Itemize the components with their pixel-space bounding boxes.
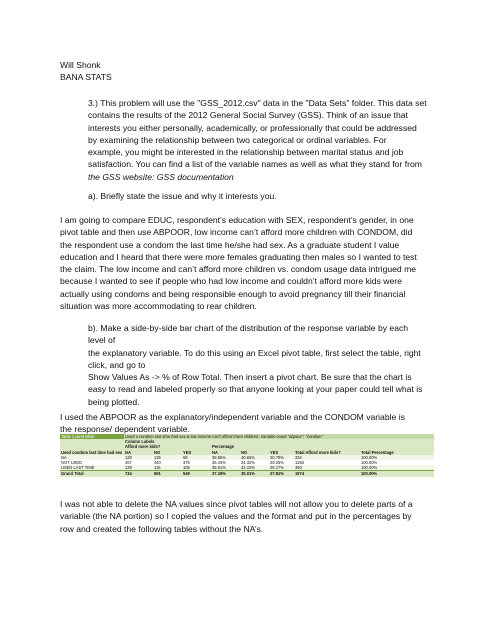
part-b-line: Show Values As -> % of Row Total. Then insert a pivot chart. Be sure that the chart is: [88, 372, 412, 383]
table-cell: 37.18%: [211, 471, 240, 477]
question-3-line: example, you might be interested in the relationship between marital status and job: [88, 147, 404, 158]
table-cell: 1974: [294, 471, 360, 477]
question-3-line: satisfaction. You can find a list of the variable names as well as what they stand for from: [88, 159, 422, 170]
pivot-header-cell: NA: [124, 450, 153, 455]
table-cell: 38.55%: [211, 455, 240, 460]
answer-a-line: situation was more accommodating to rear children.: [60, 301, 257, 312]
pivot-afford-label: Afford more kids?: [124, 444, 211, 449]
after-table-paragraph: [60, 498, 460, 535]
table-cell: 440: [153, 460, 182, 465]
pivot-header-cell: Used condom last time had sex: [61, 449, 123, 455]
answer-a-line: I am going to compare EDUC, respondent’s education with SEX, respondent’s gender, in one: [60, 215, 414, 225]
part-b-line: being plotted.: [88, 396, 140, 407]
gss-documentation-line: the GSS website: GSS documentation: [88, 171, 234, 182]
part-b-line: click, and go to: [88, 359, 146, 370]
table-cell: 549: [182, 471, 211, 477]
pivot-description: Used a condom last time had sex & low income can't afford more children: Variable count "abpoor", "condom": [124, 434, 434, 439]
table-cell: 128: [124, 455, 153, 460]
answer-a-line: the claim. The low income and can’t afford more children vs. condom usage data intrigued me: [60, 264, 417, 275]
table-cell: 38.61%: [211, 465, 240, 471]
answer-a-line: the respondent use a condom the last time he/she had sex. As a graduate student I value: [60, 239, 400, 250]
table-cell: NA: [60, 455, 124, 460]
question-3-line: by examining the relationship between two categorical or ordinal variables. For: [88, 134, 387, 145]
pivot-header-cell: NA: [211, 450, 240, 455]
table-cell: 100.00%: [360, 471, 434, 477]
pivot-header-cell: NO: [240, 450, 269, 455]
part-b-line: the explanatory variable. To do this using an Excel pivot table, first select the table, right: [88, 347, 421, 358]
after-table-line: row and created the following tables without the NA’s.: [60, 523, 264, 534]
answer-a-line: actually using condoms and being responsible enough to avoid pregnancy till their financial: [60, 288, 406, 299]
question-3-line: 3.) This problem will use the "GSS_2012.csv" data in the "Data Sets" folder. This data set: [88, 98, 427, 108]
table-cell: 29.25%: [269, 460, 294, 465]
part-b-line: easy to read and labeled properly so that anyone looking at your paper could tell what is: [88, 384, 423, 395]
table-cell: 691: [153, 471, 182, 477]
pivot-header-cell: Total Afford more kids?: [294, 450, 360, 455]
answer-a: [60, 214, 460, 312]
pivot-column-labels: Column Labels: [124, 439, 434, 444]
table-cell: 36.43%: [211, 460, 240, 465]
table-cell: 100.00%: [360, 455, 434, 460]
table-cell: 32.22%: [240, 465, 269, 471]
part-b-line: b). Make a side-by-side bar chart of the distribution of the response variable by each: [88, 323, 409, 333]
question-3-line: interests you either personally, academically, or professionally that could be addressed: [88, 122, 417, 133]
after-table-line: variable (the NA portion) so I copied the values and the format and put in the percentages by: [60, 511, 412, 522]
table-cell: 34.32%: [240, 460, 269, 465]
part-b-line: level of: [88, 335, 116, 346]
question-3: [88, 97, 468, 183]
table-cell: NOT USED: [60, 460, 124, 465]
pivot-title: Table 1 pivot table:: [60, 434, 124, 439]
pivot-header-cell: Total Percentage: [360, 450, 434, 455]
answer-b-line: the response/ dependent variable.: [60, 424, 190, 435]
table-cell: 139: [124, 465, 153, 471]
table-cell: USED LAST TIME: [60, 465, 124, 471]
table-cell: 40.66%: [240, 455, 269, 460]
table-cell: 69: [182, 455, 211, 460]
pivot-header-cell: YES: [182, 450, 211, 455]
answer-a-line: education and I heard that there were more females graduating then males so I wanted to test: [60, 251, 417, 262]
grand-total-row: [60, 471, 434, 477]
pivot-table: [60, 434, 434, 497]
part-a-prompt: a). Briefly state the issue and why it interests you.: [88, 191, 277, 201]
table-cell: 105: [182, 465, 211, 471]
table-cell: 20.78%: [269, 455, 294, 460]
answer-a-line: because I wanted to see if people who had low income and couldn’t afford more kids were: [60, 276, 402, 287]
answer-b: [60, 411, 460, 436]
answer-a-line: pivot table and then use ABPOOR, low income can’t afford more children with CONDOM, did: [60, 227, 413, 238]
table-cell: 100.00%: [360, 465, 434, 471]
part-b-prompt: [88, 322, 468, 408]
table-cell: 35.01%: [240, 471, 269, 477]
table-cell: 27.81%: [269, 471, 294, 477]
table-cell: 467: [124, 460, 153, 465]
answer-b-line: I used the ABPOOR as the explanatory/independent variable and the CONDOM variable is: [60, 412, 405, 422]
table-cell: 332: [294, 455, 360, 460]
table-cell: 360: [294, 465, 360, 471]
pivot-percentage-label: Percentage: [211, 444, 294, 449]
pivot-header-cell: NO: [153, 450, 182, 455]
table-cell: 116: [153, 465, 182, 471]
author-name: Will Shonk: [60, 60, 101, 70]
pivot-header-cell: YES: [269, 450, 294, 455]
table-cell: 100.00%: [360, 460, 434, 465]
table-cell: Grand Total: [60, 471, 124, 477]
table-cell: 135: [153, 455, 182, 460]
table-cell: 29.17%: [269, 465, 294, 471]
table-cell: 734: [124, 471, 153, 477]
course-name: BANA STATS: [60, 72, 112, 82]
table-cell: 375: [182, 460, 211, 465]
after-table-line: I was not able to delete the NA values since pivot tables will not allow you to delete parts of a: [60, 499, 413, 509]
question-3-line: contains the results of the 2012 General Social Survey (GSS). Think of an issue that: [88, 110, 408, 121]
table-cell: 1282: [294, 460, 360, 465]
